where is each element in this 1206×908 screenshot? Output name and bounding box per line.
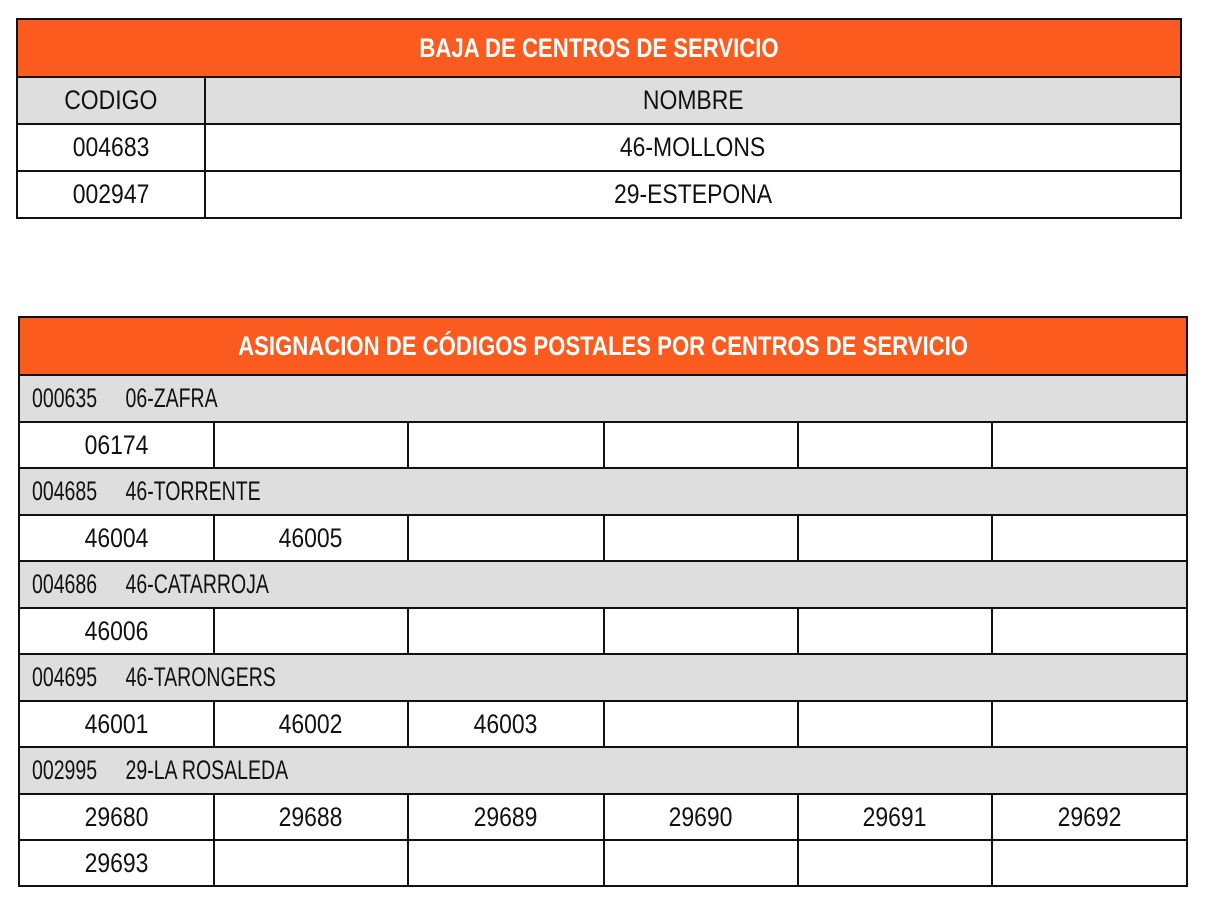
postal-code-cell bbox=[604, 840, 798, 886]
postal-code-cell: 46005 bbox=[214, 515, 408, 561]
service-center-header bbox=[19, 654, 1187, 701]
service-center-header bbox=[19, 375, 1187, 422]
service-center-header bbox=[19, 561, 1187, 608]
nombre-cell: 46-MOLLONS bbox=[205, 124, 1181, 171]
postal-code-cell: 29692 bbox=[992, 794, 1187, 840]
center-name: 29-LA ROSALEDA bbox=[125, 755, 289, 785]
center-code: 000635 bbox=[32, 383, 98, 413]
postal-code-cell bbox=[992, 515, 1187, 561]
table-row bbox=[17, 124, 1181, 171]
postal-code-cell: 29689 bbox=[408, 794, 604, 840]
postal-codes-row bbox=[19, 701, 1187, 747]
service-center-header bbox=[19, 747, 1187, 794]
nombre-cell: 29-ESTEPONA bbox=[205, 171, 1181, 218]
baja-centros-table bbox=[16, 18, 1182, 219]
postal-codes-row bbox=[19, 515, 1187, 561]
postal-code-cell bbox=[798, 608, 992, 654]
center-name: 46-CATARROJA bbox=[125, 569, 270, 599]
postal-code-cell: 29691 bbox=[798, 794, 992, 840]
postal-code-cell bbox=[992, 608, 1187, 654]
service-center-row bbox=[19, 468, 1187, 515]
table-row bbox=[17, 171, 1181, 218]
center-code: 004695 bbox=[32, 662, 98, 692]
postal-code-cell bbox=[408, 422, 604, 468]
postal-code-cell bbox=[798, 840, 992, 886]
codigo-cell: 002947 bbox=[17, 171, 205, 218]
service-center-row bbox=[19, 375, 1187, 422]
postal-code-cell: 46006 bbox=[19, 608, 214, 654]
center-code: 002995 bbox=[32, 755, 98, 785]
service-center-row bbox=[19, 561, 1187, 608]
postal-code-cell: 46001 bbox=[19, 701, 214, 747]
postal-code-cell: 46004 bbox=[19, 515, 214, 561]
center-code: 004685 bbox=[32, 476, 98, 506]
postal-codes-row bbox=[19, 422, 1187, 468]
postal-code-cell bbox=[604, 422, 798, 468]
postal-code-cell bbox=[214, 608, 408, 654]
column-header-nombre: NOMBRE bbox=[205, 77, 1181, 124]
postal-code-cell bbox=[604, 701, 798, 747]
postal-code-cell bbox=[992, 701, 1187, 747]
postal-codes-row bbox=[19, 608, 1187, 654]
postal-codes-row bbox=[19, 794, 1187, 840]
postal-code-cell: 29693 bbox=[19, 840, 214, 886]
center-code: 004686 bbox=[32, 569, 98, 599]
center-name: 46-TORRENTE bbox=[125, 476, 261, 506]
center-name: 46-TARONGERS bbox=[125, 662, 276, 692]
service-center-header bbox=[19, 468, 1187, 515]
postal-code-cell bbox=[408, 515, 604, 561]
postal-code-cell bbox=[798, 422, 992, 468]
asignacion-codigos-table bbox=[18, 316, 1188, 887]
postal-code-cell: 06174 bbox=[19, 422, 214, 468]
postal-code-cell: 46003 bbox=[408, 701, 604, 747]
postal-code-cell bbox=[408, 840, 604, 886]
postal-code-cell bbox=[798, 515, 992, 561]
postal-code-cell: 29690 bbox=[604, 794, 798, 840]
postal-code-cell bbox=[408, 608, 604, 654]
postal-code-cell: 46002 bbox=[214, 701, 408, 747]
postal-code-cell bbox=[214, 840, 408, 886]
service-center-row bbox=[19, 747, 1187, 794]
center-name: 06-ZAFRA bbox=[125, 383, 218, 413]
column-header-codigo: CODIGO bbox=[17, 77, 205, 124]
table-title: ASIGNACION DE CÓDIGOS POSTALES POR CENTROS DE SERVICIO bbox=[19, 317, 1187, 375]
codigo-cell: 004683 bbox=[17, 124, 205, 171]
postal-code-cell: 29680 bbox=[19, 794, 214, 840]
table-title: BAJA DE CENTROS DE SERVICIO bbox=[17, 19, 1181, 77]
postal-code-cell bbox=[604, 608, 798, 654]
postal-code-cell bbox=[798, 701, 992, 747]
postal-code-cell bbox=[604, 515, 798, 561]
postal-code-cell: 29688 bbox=[214, 794, 408, 840]
postal-code-cell bbox=[992, 422, 1187, 468]
postal-code-cell bbox=[992, 840, 1187, 886]
postal-code-cell bbox=[214, 422, 408, 468]
service-center-row bbox=[19, 654, 1187, 701]
postal-codes-row bbox=[19, 840, 1187, 886]
